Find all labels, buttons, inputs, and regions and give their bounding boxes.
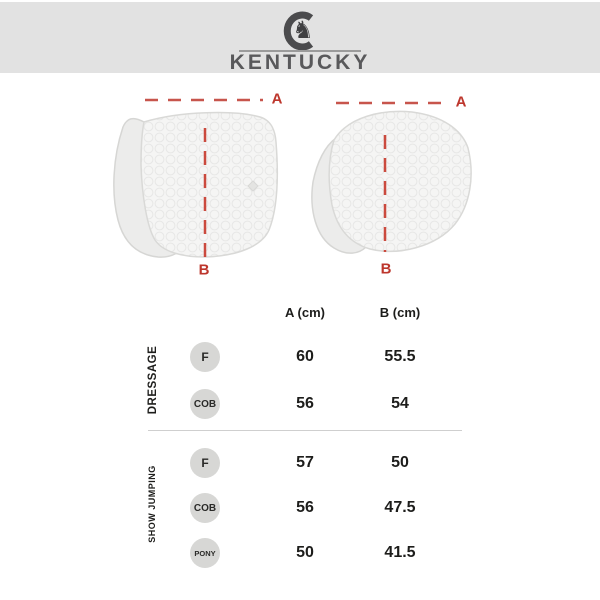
jumping-pad-illustration: [312, 111, 471, 253]
size-badge: COB: [190, 493, 220, 523]
section-label-dressage: DRESSAGE: [147, 345, 159, 415]
size-badge: F: [190, 342, 220, 372]
section-divider: [148, 430, 462, 431]
column-header-b: B (cm): [379, 305, 421, 320]
kentucky-horse-logo-icon: [282, 11, 318, 51]
jumping-label-a: A: [455, 93, 467, 111]
header-band: [0, 2, 600, 73]
value-a: 56: [296, 499, 314, 516]
jumping-label-b: B: [380, 260, 392, 278]
value-b: 47.5: [384, 499, 416, 516]
dressage-label-a: A: [271, 90, 283, 108]
dressage-label-b: B: [198, 261, 210, 279]
value-a: 57: [296, 454, 314, 471]
section-label-show-jumping: SHOW JUMPING: [147, 465, 157, 543]
column-header-a: A (cm): [285, 305, 325, 320]
saddle-pad-diagram: [0, 85, 600, 290]
value-a: 50: [296, 544, 314, 561]
value-b: 55.5: [384, 348, 416, 365]
size-badge: F: [190, 448, 220, 478]
value-b: 50: [391, 454, 409, 471]
value-a: 56: [296, 395, 314, 412]
size-badge: PONY: [190, 538, 220, 568]
svg-text:♞: ♞: [292, 16, 314, 44]
brand-wordmark: KENTUCKY: [229, 51, 371, 74]
dressage-pad-illustration: [114, 113, 277, 258]
value-a: 60: [296, 348, 314, 365]
value-b: 41.5: [384, 544, 416, 561]
size-badge: COB: [190, 389, 220, 419]
value-b: 54: [391, 395, 409, 412]
